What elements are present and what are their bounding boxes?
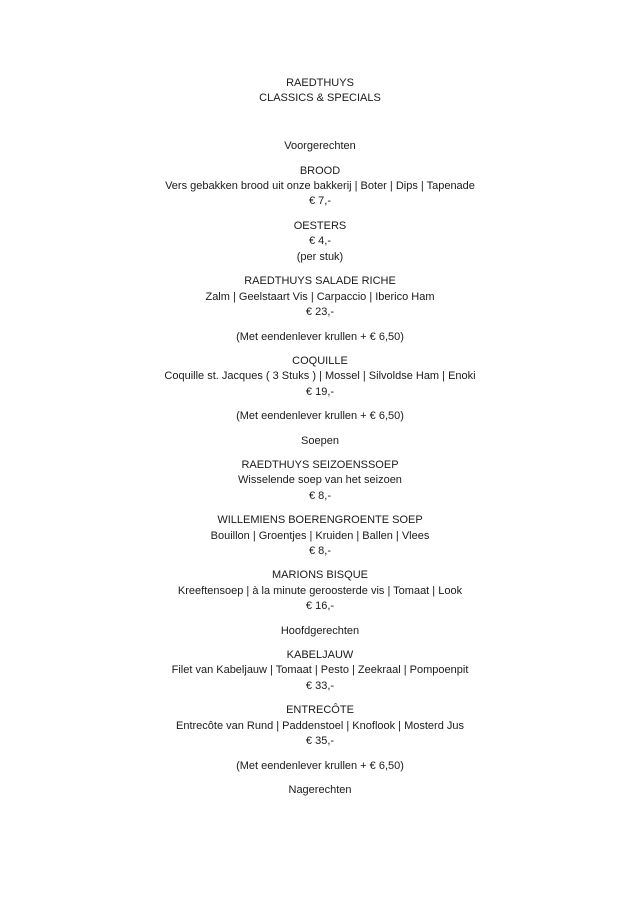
- dish-description-entrecote: Entrecôte van Rund | Paddenstoel | Knoflook | Mosterd Jus: [175, 720, 464, 732]
- dish-price-seizoenssoep: € 8,-: [308, 490, 331, 502]
- dish-name-entrecote: ENTRECÔTE: [286, 704, 354, 716]
- dish-description-boerengroente: Bouillon | Groentjes | Kruiden | Ballen | Vlees: [210, 530, 430, 542]
- dish-description-seizoenssoep: Wisselende soep van het seizoen: [238, 474, 402, 486]
- dish-price-brood: € 7,-: [308, 195, 331, 207]
- dish-name-brood: BROOD: [299, 165, 341, 177]
- dish-price-coquille: € 19,-: [305, 386, 335, 398]
- restaurant-name: RAEDTHUYS: [286, 77, 354, 89]
- section-heading-nagerechten: Nagerechten: [288, 784, 352, 796]
- dish-name-coquille: COQUILLE: [292, 355, 348, 367]
- dish-extra-entrecote: (Met eendenlever krullen + € 6,50): [236, 760, 404, 772]
- section-heading-voorgerechten: Voorgerechten: [284, 140, 356, 152]
- dish-description-brood: Vers gebakken brood uit onze bakkerij | Boter | Dips | Tapenade: [165, 180, 475, 192]
- dish-name-boerengroente: WILLEMIENS BOERENGROENTE SOEP: [217, 514, 423, 526]
- dish-price-kabeljauw: € 33,-: [305, 680, 335, 692]
- dish-price-bisque: € 16,-: [305, 600, 335, 612]
- menu-subtitle: CLASSICS & SPECIALS: [259, 92, 381, 104]
- dish-name-bisque: MARIONS BISQUE: [272, 569, 368, 581]
- dish-description-salade: Zalm | Geelstaart Vis | Carpaccio | Iberico Ham: [205, 291, 435, 303]
- dish-description-kabeljauw: Filet van Kabeljauw | Tomaat | Pesto | Zeekraal | Pompoenpit: [171, 664, 469, 676]
- dish-name-seizoenssoep: RAEDTHUYS SEIZOENSSOEP: [241, 459, 399, 471]
- dish-price-entrecote: € 35,-: [305, 735, 335, 747]
- section-heading-hoofdgerechten: Hoofdgerechten: [280, 625, 360, 637]
- dish-price-oesters: € 4,-: [308, 235, 331, 247]
- section-heading-soepen: Soepen: [301, 435, 339, 447]
- dish-price-salade: € 23,-: [305, 306, 335, 318]
- dish-extra-coquille: (Met eendenlever krullen + € 6,50): [236, 410, 404, 422]
- dish-price-boerengroente: € 8,-: [308, 545, 331, 557]
- dish-extra-salade: (Met eendenlever krullen + € 6,50): [236, 331, 404, 343]
- dish-description-bisque: Kreeftensoep | à la minute geroosterde vis | Tomaat | Look: [177, 585, 463, 597]
- dish-name-salade: RAEDTHUYS SALADE RICHE: [244, 275, 396, 287]
- dish-name-kabeljauw: KABELJAUW: [286, 649, 354, 661]
- dish-description-coquille: Coquille st. Jacques ( 3 Stuks ) | Mossel | Silvoldse Ham | Enoki: [164, 370, 476, 382]
- dish-note-oesters: (per stuk): [296, 251, 344, 263]
- dish-name-oesters: OESTERS: [293, 220, 347, 232]
